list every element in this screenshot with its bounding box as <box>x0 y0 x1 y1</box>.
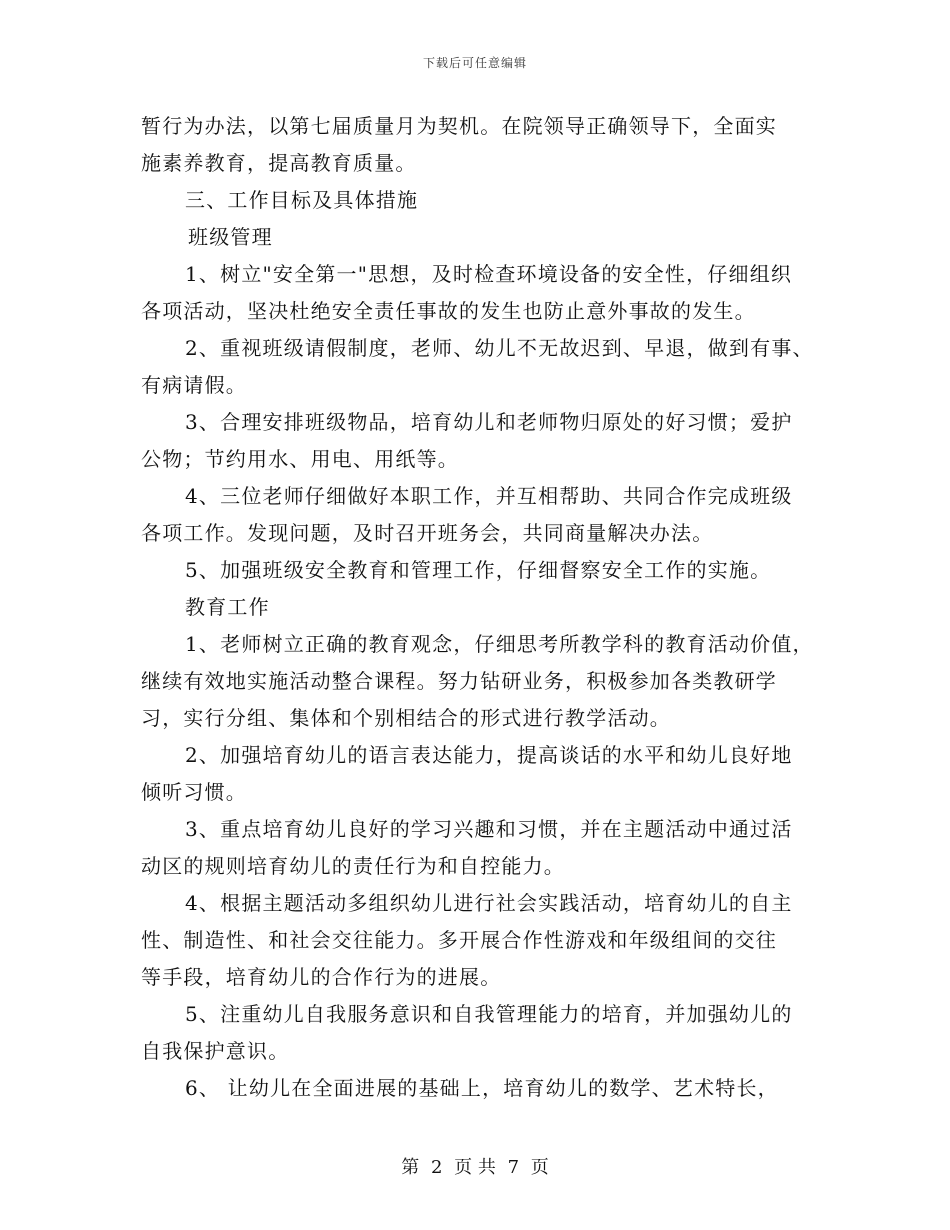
text-line: 1、老师树立正确的教育观念，仔细思考所教学科的教育活动价值， <box>185 632 814 656</box>
text-line: 等手段，培育幼儿的合作行为的进展。 <box>141 965 502 989</box>
footer-middle: 页 共 <box>454 1157 496 1178</box>
text-line: 4、根据主题活动多组织幼儿进行社会实践活动，培育幼儿的自主 <box>185 891 793 915</box>
text-line: 5、加强班级安全教育和管理工作，仔细督察安全工作的实施。 <box>185 558 772 582</box>
text-line: 各项活动，坚决杜绝安全责任事故的发生也防止意外事故的发生。 <box>141 299 756 323</box>
text-line: 公物；节约用水、用电、用纸等。 <box>141 447 459 471</box>
footer-suffix: 页 <box>530 1157 549 1178</box>
text-line: 倾听习惯。 <box>141 780 247 804</box>
text-line: 各项工作。发现问题，及时召开班务会，共同商量解决办法。 <box>141 521 714 545</box>
footer-page-number: 2 <box>430 1157 443 1178</box>
text-line: 2、加强培育幼儿的语言表达能力，提高谈话的水平和幼儿良好地 <box>185 743 793 767</box>
text-line: 3、合理安排班级物品，培育幼儿和老师物归原处的好习惯；爱护 <box>185 410 793 434</box>
text-line: 4、三位老师仔细做好本职工作，并互相帮助、共同合作完成班级 <box>185 484 793 508</box>
text-line: 3、重点培育幼儿良好的学习兴趣和习惯，并在主题活动中通过活 <box>185 817 793 841</box>
text-line: 自我保护意识。 <box>141 1039 290 1063</box>
text-line: 暂行为办法，以第七届质量月为契机。在院领导正确领导下，全面实 <box>141 114 777 138</box>
text-line: 有病请假。 <box>141 373 247 397</box>
text-line: 1、树立"安全第一"思想，及时检查环境设备的安全性，仔细组织 <box>185 262 793 286</box>
text-line: 6、 让幼儿在全面进展的基础上，培育幼儿的数学、艺术特长， <box>185 1076 779 1100</box>
text-line: 三、工作目标及具体措施 <box>185 188 419 212</box>
text-line: 5、注重幼儿自我服务意识和自我管理能力的培育，并加强幼儿的 <box>185 1002 793 1026</box>
page-header: 下载后可任意编辑 <box>422 56 527 70</box>
document-body <box>141 108 814 1107</box>
text-line: 施素养教育，提高教育质量。 <box>141 151 417 175</box>
footer-prefix: 第 <box>401 1157 420 1178</box>
footer-total-pages: 7 <box>507 1157 520 1178</box>
text-line: 教育工作 <box>185 595 270 619</box>
page-footer <box>0 1153 950 1179</box>
text-line: 习，实行分组、集体和个别相结合的形式进行教学活动。 <box>141 706 671 730</box>
text-line: 性、制造性、和社会交往能力。多开展合作性游戏和年级组间的交往 <box>141 928 777 952</box>
text-line: 2、重视班级请假制度，老师、幼儿不无故迟到、早退，做到有事、 <box>185 336 814 360</box>
text-line: 继续有效地实施活动整合课程。努力钻研业务，积极参加各类教研学 <box>141 669 777 693</box>
text-line: 动区的规则培育幼儿的责任行为和自控能力。 <box>141 854 565 878</box>
text-line: 班级管理 <box>188 225 273 249</box>
